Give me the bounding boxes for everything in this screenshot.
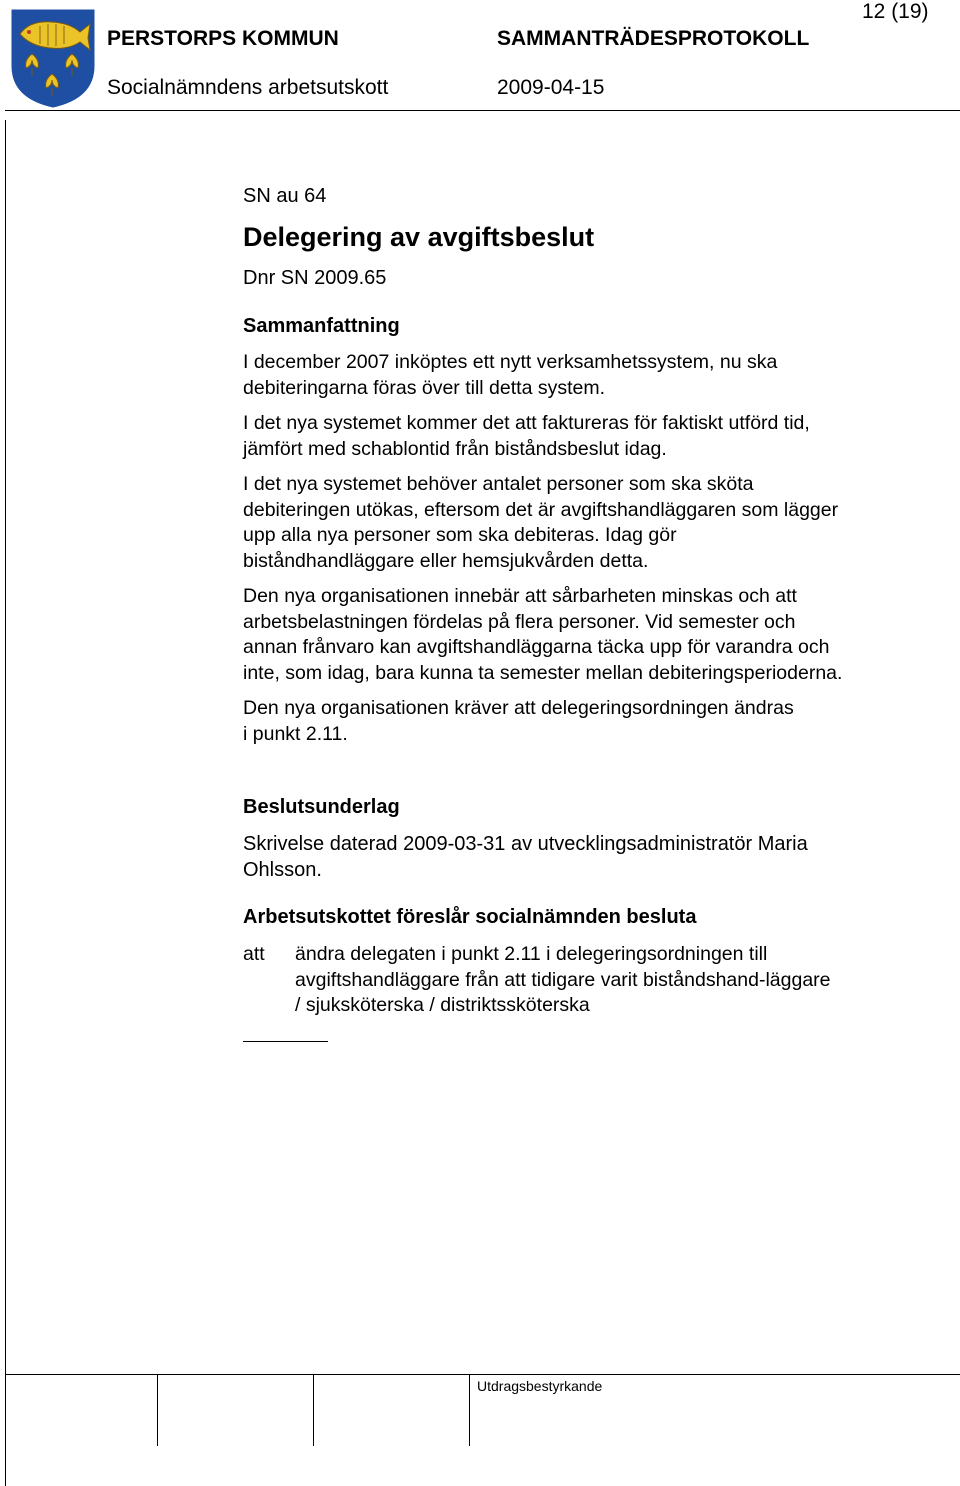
footer-top-rule	[5, 1374, 960, 1375]
summary-heading: Sammanfattning	[243, 315, 400, 337]
summary-paragraph: I det nya systemet behöver antalet personer som ska sköta debiteringen utökas, eftersom det är avgiftshandläggaren som lägger upp alla nya personer som ska debiteras. Idag gör biståndhandläggare eller hemsjukvården detta.	[243, 473, 839, 572]
proposal-att-label: att	[243, 943, 265, 965]
summary-paragraph: I december 2007 inköptes ett nytt verksamhetssystem, nu ska debiteringarna föras över till detta system.	[243, 351, 778, 399]
summary-body	[243, 350, 843, 757]
footer-divider-3	[469, 1374, 470, 1446]
meeting-date: 2009-04-15	[497, 76, 605, 99]
basis-heading: Beslutsunderlag	[243, 796, 400, 818]
document-type: SAMMANTRÄDESPROTOKOLL	[497, 27, 810, 50]
proposal-heading: Arbetsutskottet föreslår socialnämnden besluta	[243, 906, 697, 928]
municipality-coat-of-arms-logo	[10, 8, 96, 109]
municipality-name: PERSTORPS KOMMUN	[107, 27, 339, 50]
section-end-rule	[243, 1041, 328, 1042]
footer-divider-2	[313, 1374, 314, 1446]
basis-text: Skrivelse daterad 2009-03-31 av utvecklingsadministratör Maria Ohlsson.	[243, 833, 808, 881]
paragraph-reference: SN au 64	[243, 185, 327, 207]
summary-paragraph: Den nya organisationen kräver att delegeringsordningen ändras i punkt 2.11.	[243, 697, 794, 745]
left-margin-line	[5, 120, 6, 1486]
summary-paragraph: I det nya systemet kommer det att faktureras för faktiskt utförd tid, jämfört med schablontid från biståndsbeslut idag.	[243, 412, 810, 460]
footer-divider-1	[157, 1374, 158, 1446]
proposal-text: ändra delegaten i punkt 2.11 i delegeringsordningen till avgiftshandläggare från att tidigare varit biståndshand-läggare / sjuksköterska / distriktssköterska	[295, 943, 831, 1016]
case-number: Dnr SN 2009.65	[243, 267, 387, 289]
header-divider	[5, 110, 960, 111]
page-number: 12 (19)	[862, 0, 929, 23]
section-title: Delegering av avgiftsbeslut	[243, 222, 595, 252]
attestation-label: Utdragsbestyrkande	[477, 1378, 603, 1394]
summary-paragraph: Den nya organisationen innebär att sårbarheten minskas och att arbetsbelastningen fördelas på flera personer. Vid semester och annan frånvaro kan avgiftshandläggarna täcka upp för varandra och inte, som idag, bara kunna ta semester mellan debiteringsperioderna.	[243, 585, 843, 684]
committee-name: Socialnämndens arbetsutskott	[107, 76, 389, 99]
